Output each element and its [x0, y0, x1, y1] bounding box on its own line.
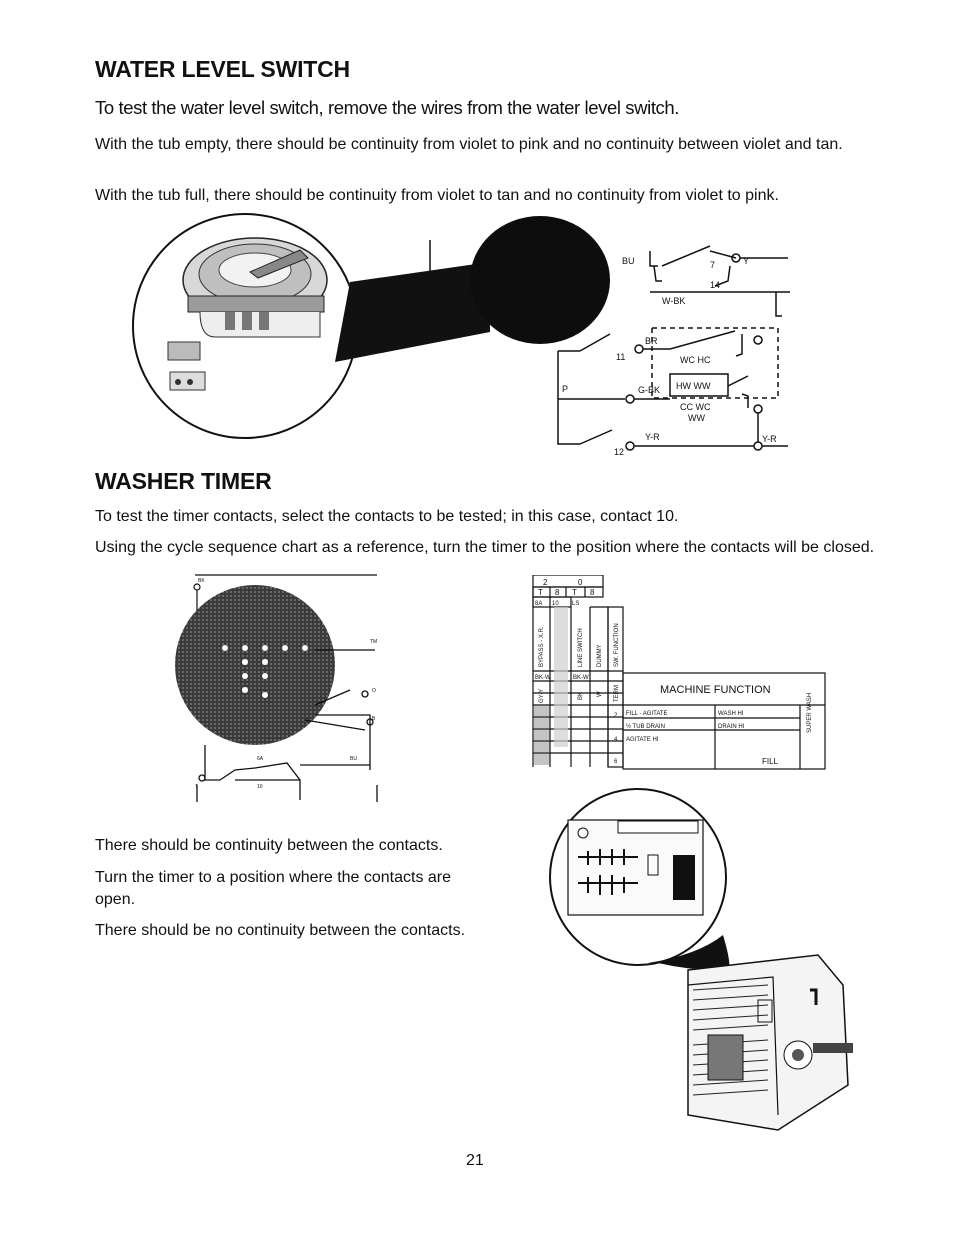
svg-text:10: 10 — [257, 784, 263, 790]
washer-timer-using-chart-text: Using the cycle sequence chart as a reference, turn the timer to the position where the contacts will be closed. — [95, 539, 875, 556]
water-level-switch-illustration — [130, 212, 610, 442]
chart-wire-gy-y: GY-Y — [539, 688, 545, 703]
chart-row-6: 6 — [614, 759, 618, 765]
cycle-sequence-chart — [530, 575, 830, 770]
chart-row3-3: LS — [572, 601, 580, 607]
chart-row2-4: 8 — [590, 588, 595, 597]
chart-fn-fill: FILL — [762, 757, 779, 766]
wire-label-g-bk: G-BK — [638, 385, 661, 395]
chart-top-num-1: 2 — [543, 578, 548, 587]
svg-text:BK: BK — [198, 578, 205, 584]
wire-label-cc-wc: CC WC — [680, 402, 711, 412]
chart-row-4: 4 — [614, 737, 618, 743]
wire-label-w-bk: W-BK — [662, 296, 686, 306]
chart-fn-drain-hi: DRAIN HI — [718, 724, 745, 730]
water-level-lead-text: To test the water level switch, remove the wires from the water level switch. — [95, 97, 680, 118]
chart-row3-2: 10 — [552, 601, 559, 607]
water-level-empty-text: With the tub empty, there should be continuity from violet to pink and no continuity between violet and tan. — [95, 136, 843, 153]
timer-contact-illustration — [165, 570, 390, 805]
wire-label-p: P — [562, 384, 569, 394]
wire-label-ww: WW — [688, 413, 705, 423]
chart-wire-w: W — [597, 691, 603, 697]
chart-top-num-2: 0 — [578, 578, 583, 587]
chart-vheader-dummy: DUMMY — [597, 644, 603, 667]
wire-label-14: 14 — [710, 280, 721, 290]
chart-vheader-bypass: BYPASS - X.R. — [539, 626, 545, 667]
wire-label-wc-hc: WC HC — [680, 355, 711, 365]
no-continuity-text: There should be no continuity between the contacts. — [95, 922, 466, 939]
wire-label-bu: BU — [622, 256, 635, 266]
washer-timer-select-text: To test the timer contacts, select the contacts to be tested; in this case, contact 10. — [95, 508, 679, 525]
wire-label-y: Y — [743, 256, 750, 266]
section-heading-washer-timer: WASHER TIMER — [95, 468, 272, 494]
chart-row2-1: T — [538, 588, 543, 597]
chart-wire-term: TERM — [614, 685, 620, 702]
water-level-wiring-diagram — [550, 236, 800, 456]
water-level-full-text: With the tub full, there should be continuity from violet to tan and no continuity from violet to pink. — [95, 187, 779, 204]
wire-label-y-r-left: Y-R — [645, 432, 660, 442]
chart-vheader-line-switch: LINE SWITCH — [578, 628, 584, 667]
chart-row3-1: 8A — [535, 601, 543, 607]
wire-label-11: 11 — [616, 352, 626, 362]
chart-super-wash: SUPER WASH — [807, 692, 813, 733]
chart-fn-half-tub-drain: ½ TUB DRAIN — [626, 724, 665, 730]
svg-text:T: T — [195, 784, 199, 790]
wire-label-hw-ww: HW WW — [676, 381, 711, 391]
chart-fn-agitate-hi: AGITATE HI — [626, 737, 659, 743]
chart-wire-bk: BK — [578, 691, 584, 700]
chart-vheader-sw-function: SW. FUNCTION — [614, 623, 620, 667]
turn-timer-open-text: Turn the timer to a position where the contacts are open. — [95, 869, 452, 908]
chart-row2-3: T — [572, 588, 577, 597]
section-heading-water-level-switch: WATER LEVEL SWITCH — [95, 56, 350, 82]
washer-timer-unit-illustration — [548, 785, 868, 1145]
wire-label-y-r-right: Y-R — [762, 434, 777, 444]
chart-row2-2: 8 — [555, 588, 560, 597]
svg-text:B: B — [372, 716, 376, 722]
wire-label-12: 12 — [614, 447, 625, 456]
wire-label-br: BR — [645, 336, 658, 346]
svg-text:TM: TM — [370, 639, 378, 645]
chart-wire-2: BK-W — [573, 675, 589, 681]
wire-label-7: 7 — [710, 260, 716, 270]
chart-wire-1: BK-W — [535, 675, 551, 681]
svg-text:BU: BU — [350, 756, 357, 762]
chart-row-1: 2 — [614, 713, 618, 719]
chart-fn-fill-agitate: FILL - AGITATE — [626, 711, 668, 717]
page-number: 21 — [466, 1152, 484, 1169]
svg-text:O: O — [372, 688, 376, 694]
chart-fn-wash-hi: WASH HI — [718, 711, 744, 717]
svg-text:6A: 6A — [257, 756, 264, 762]
continuity-text: There should be continuity between the contacts. — [95, 837, 443, 854]
chart-machine-function-header: MACHINE FUNCTION — [660, 684, 771, 696]
